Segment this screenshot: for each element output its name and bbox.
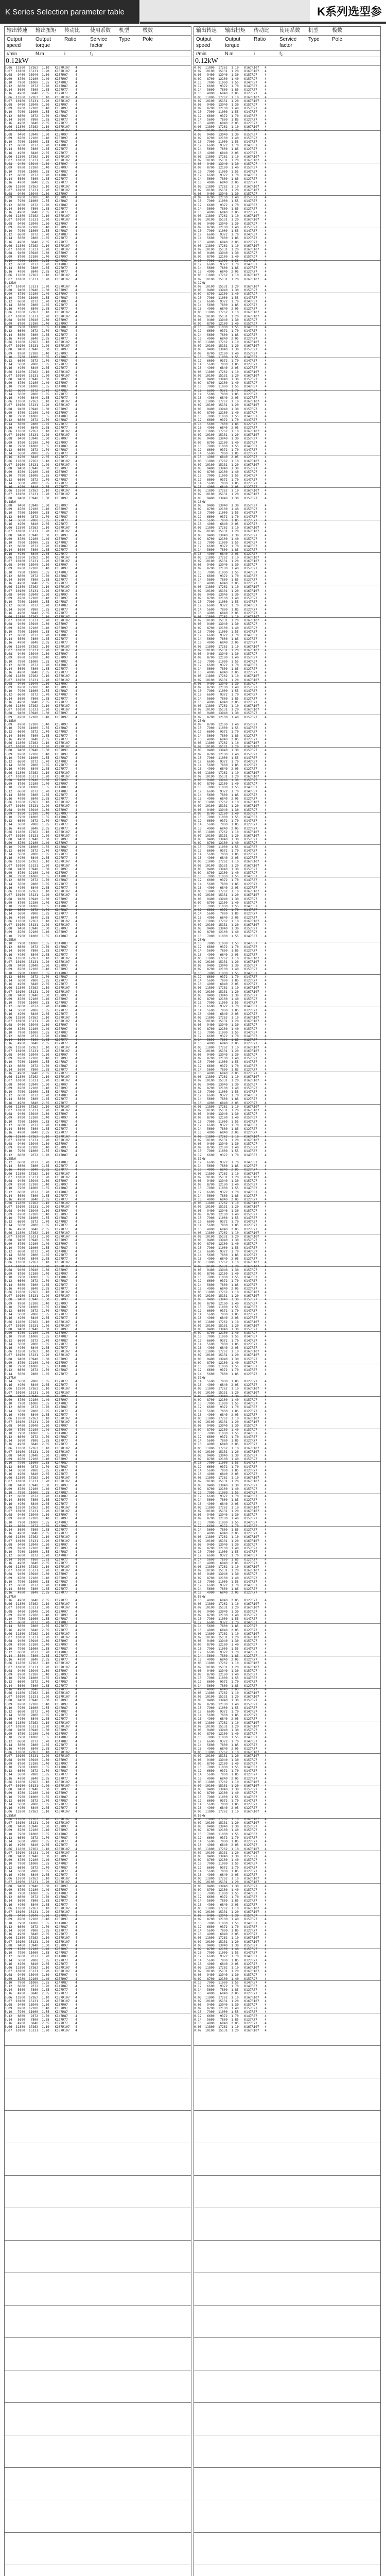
- data-rows: 0.06 11800 17262 1.10 K167R107 4 0.07 10100 15131 1.20 K167R107 4 0.08 9400 13940 1.30 K157R97 4 0.09 8700 12100 1.40 K157R97 4 0.10 7900 11000 1.55 K147R87 4 0.12 6600 9372 1.70 K147R87 4 0.14 5600 7800 1.85 K127R77 4 0.16 4900 6840 2.05 K127R77 4 0.06 11800 17262 1.10 K167R107 4 0.07 10100 15131 1.20 K167R107 4 0.08 9400 13940 1.30 K157R97 4 0.09 8700 12100 1.40 K157R97 4 0.10 7900 11000 1.55 K147R87 4 0.12 6600 9372 1.70 K147R87 4 0.14 5600 7800 1.85 K127R77 4 0.16 4900 6840 2.05 K127R77 4 0.06 11800 17262 1.10 K167R107 4 0.07 10100 15131 1.20 K167R107 4 0.08 9400 13940 1.30 K157R97 4 0.09 8700 12100 1.40 K157R97 4 0.10 7900 11000 1.55 K147R87 4 0.12 6600 9372 1.70 K147R87 4 0.14 5600 7800 1.85 K127R77 4 0.16 4900 6840 2.05 K127R77 4 0.06 11800 17262 1.10 K167R107 4 0.07 10100 15131 1.20 K167R107 4 0.08 9400 13940 1.30 K157R97 4 0.09 8700 12100 1.40 K157R97 4 0.10 7900 11000 1.55 K147R87 4 0.12 6600 9372 1.70 K147R87 4 0.14 5600 7800 1.85 K127R77 4 0.16 4900 6840 2.05 K127R77 4 0.06 11800 17262 1.10 K167R107 4 0.07 10100 15131 1.20 K167R107 4 0.08 9400 13940 1.30 K157R97 4 0.09 8700 12100 1.40 K157R97 4 0.10 7900 11000 1.55 K147R87 4 0.12 6600 9372 1.70 K147R87 4 0.14 5600 7800 1.85 K127R77 4 0.16 4900 6840 2.05 K127R77 4 0.06 11800 17262 1.10 K167R107 4 0.07 10100 15131 1.20 K167R107 4 0.08 9400 13940 1.30 K157R97 4 0.09 8700 12100 1.40 K157R97 4 0.10 7900 11000 1.55 K147R87 4 0.12 6600 9372 1.70 K147R87 4 0.14 5600 7800 1.85 K127R77 4 0.16 4900 6840 2.05 K127R77 4 0.06 11800 17262 1.10 K167R107 4 0.07 10100 15131 1.20 K167R107 4 0.08 9400 13940 1.30 K157R97 4 0.09 8700 12100 1.40 K157R97 4 0.10 7900 11000 1.55 K147R87 4 0.12 6600 9372 1.70 K147R87 4 0.14 5600 7800 1.85 K127R77 4 0.16 4900 6840 2.05 K127R77 4 0.06 11800 17262 1.10 K167R107 4 0.07 10100 15131 1.20 K167R107 4 0.12kW 0.07 10100 15131 1.20 K167R107 4 0.08 9400 13940 1.30 K157R97 4 0.09 8700 12100 1.40 K157R97 4 0.10 7900 11000 1.55 K147R87 4 0.12 6600 9372 1.70 K147R87 4 0.14 5600 7800 1.85 K127R77 4 0.16 4900 6840 2.05 K127R77 4 0.06 11800 17262 1.10 K167R107 4 0.07 10100 15131 1.20 K167R107 4 0.08 9400 13940 1.30 K157R97 4 0.09 8700 12100 1.40 K157R97 4 0.10 7900 11000 1.55 K147R87 4 0.12 6600 9372 1.70 K147R87 4 0.14 5600 7800 1.85 K127R77 4 0.16 4900 6840 2.05 K127R77 4 0.06 11800 17262 1.10 K167R107 4 0.07 10100 15131 1.20 K167R107 4 0.08 9400 13940 1.30 K157R97 4 0.09 8700 12100 1.40 K157R97 4 0.10 7900 11000 1.55 K147R87 4 0.12 6600 9372 1.70 K147R87 4 0.14 5600 7800 1.85 K127R77 4 0.16 4900 6840 2.05 K127R77 4 0.06 11800 17262 1.10 K167R107 4 0.07 10100 15131 1.20 K167R107 4 0.08 9400 13940 1.30 K157R97 4 0.09 8700 12100 1.40 K157R97 4 0.10 7900 11000 1.55 K147R87 4 0.12 6600 9372 1.70 K147R87 4 0.14 5600 7800 1.85 K127R77 4 0.16 4900 6840 2.05 K127R77 4 0.06 11800 17262 1.10 K167R107 4 0.07 10100 15131 1.20 K167R107 4 0.08 9400 13940 1.30 K157R97 4 0.09 8700 12100 1.40 K157R97 4 0.10 7900 11000 1.55 K147R87 4 0.12 6600 9372 1.70 K147R87 4 0.14 5600 7800 1.85 K127R77 4 0.16 4900 6840 2.05 K127R77 4 0.06 11800 17262 1.10 K167R107 4 0.07 10100 15131 1.20 K167R107 4 0.08 9400 13940 1.30 K157R97 4 0.09 8700 12100 1.40 K157R97 4 0.10 7900 11000 1.55 K147R87 4 0.12 6600 9372 1.70 K147R87 4 0.14 5600 7800 1.85 K127R77 4 0.16 4900 6840 2.05 K127R77 4 0.06 11800 17262 1.10 K167R107 4 0.07 10100 15131 1.20 K167R107 4 0.08 9400 13940 1.30 K157R97 4 0.09 8700 12100 1.40 K157R97 4 0.10 7900 11000 1.55 K147R87 4 0.12 6600 9372 1.70 K147R87 4 0.14 5600 7800 1.85 K127R77 4 0.16 4900 6840 2.05 K127R77 4 0.06 11800 17262 1.10 K167R107 4 0.07 10100 15131 1.20 K167R107 4 0.08 9400 13940 1.30 K157R97 4 0.18kW 0.08 9400 13940 1.30 K157R97 4 0.09 8700 12100 1.40 K157R97 4 0.10 7900 11000 1.55 K147R87 4 0.12 6600 9372 1.70 K147R87 4 0.14 5600 7800 1.85 K127R77 4 0.16 4900 6840 2.05 K127R77 4 0.06 11800 17262 1.10 K167R107 4 0.07 10100 15131 1.20 K167R107 4 0.08 9400 13940 1.30 K157R97 4 0.09 8700 12100 1.40 K157R97 4 0.10 7900 11000 1.55 K147R87 4 0.12 6600 9372 1.70 K147R87 4 0.14 5600 7800 1.85 K127R77 4 0.16 4900 6840 2.05 K127R77 4 0.06 11800 17262 1.10 K167R107 4 0.07 10100 15131 1.20 K167R107 4 0.08 9400 13940 1.30 K157R97 4 0.09 8700 12100 1.40 K157R97 4 0.10 7900 11000 1.55 K147R87 4 0.12 6600 9372 1.70 K147R87 4 0.14 5600 7800 1.85 K127R77 4 0.16 4900 6840 2.05 K127R77 4 0.06 11800 17262 1.10 K167R107 4 0.07 10100 15131 1.20 K167R107 4 0.08 9400 13940 1.30 K157R97 4 0.09 8700 12100 1.40 K157R97 4 0.10 7900 11000 1.55 K147R87 4 0.12 6600 9372 1.70 K147R87 4 0.14 5600 7800 1.85 K127R77 4 0.16 4900 6840 2.05 K127R77 4 0.06 11800 17262 1.10 K167R107 4 0.07 10100 15131 1.20 K167R107 4 0.08 9400 13940 1.30 K157R97 4 0.09 8700 12100 1.40 K157R97 4 0.10 7900 11000 1.55 K147R87 4 0.12 6600 9372 1.70 K147R87 4 0.14 5600 7800 1.85 K127R77 4 0.16 4900 6840 2.05 K127R77 4 0.06 11800 17262 1.10 K167R107 4 0.07 10100 15131 1.20 K167R107 4 0.08 9400 13940 1.30 K157R97 4 0.09 8700 12100 1.40 K157R97 4 0.10 7900 11000 1.55 K147R87 4 0.12 6600 9372 1.70 K147R87 4 0.14 5600 7800 1.85 K127R77 4 0.16 4900 6840 2.05 K127R77 4 0.06 11800 17262 1.10 K167R107 4 0.07 10100 15131 1.20 K167R107 4 0.08 9400 13940 1.30 K157R97 4 0.09 8700 12100 1.40 K157R97 4 0.10 7900 11000 1.55 K147R87 4 0.12 6600 9372 1.70 K147R87 4 0.14 5600 7800 1.85 K127R77 4 0.16 4900 6840 2.05 K127R77 4 0.06 11800 17262 1.10 K167R107 4 0.07 10100 15131 1.20 K167R107 4 0.08 9400 13940 1.30 K157R97 4 0.09 8700 12100 1.40 K157R97 4 0.25kW 0.09 8700 12100 1.40 K157R97 4 0.10 7900 11000 1.55 K147R87 4 0.12 6600 9372 1.70 K147R87 4 0.14 5600 7800 1.85 K127R77 4 0.16 4900 6840 2.05 K127R77 4 0.06 11800 17262 1.10 K167R107 4 0.07 10100 15131 1.20 K167R107 4 0.08 9400 13940 1.30 K157R97 4 0.09 8700 12100 1.40 K157R97 4 0.10 7900 11000 1.55 K147R87 4 0.12 6600 9372 1.70 K147R87 4 0.14 5600 7800 1.85 K127R77 4 0.16 4900 6840 2.05 K127R77 4 0.06 11800 17262 1.10 K167R107 4 0.07 10100 15131 1.20 K167R107 4 0.08 9400 13940 1.30 K157R97 4 0.09 8700 12100 1.40 K157R97 4 0.10 7900 11000 1.55 K147R87 4 0.12 6600 9372 1.70 K147R87 4 0.14 5600 7800 1.85 K127R77 4 0.16 4900 6840 2.05 K127R77 4 0.06 11800 17262 1.10 K167R107 4 0.07 10100 15131 1.20 K167R107 4 0.08 9400 13940 1.30 K157R97 4 0.09 8700 12100 1.40 K157R97 4 0.10 7900 11000 1.55 K147R87 4 0.12 6600 9372 1.70 K147R87 4 0.14 5600 7800 1.85 K127R77 4 0.16 4900 6840 2.05 K127R77 4 0.06 11800 17262 1.10 K167R107 4 0.07 10100 15131 1.20 K167R107 4 0.08 9400 13940 1.30 K157R97 4 0.09 8700 12100 1.40 K157R97 4 0.10 7900 11000 1.55 K147R87 4 0.12 6600 9372 1.70 K147R87 4 0.14 5600 7800 1.85 K127R77 4 0.16 4900 6840 2.05 K127R77 4 0.06 11800 17262 1.10 K167R107 4 0.07 10100 15131 1.20 K167R107 4 0.08 9400 13940 1.30 K157R97 4 0.09 8700 12100 1.40 K157R97 4 0.10 7900 11000 1.55 K147R87 4 0.12 6600 9372 1.70 K147R87 4 0.14 5600 7800 1.85 K127R77 4 0.16 4900 6840 2.05 K127R77 4 0.06 11800 17262 1.10 K167R107 4 0.07 10100 15131 1.20 K167R107 4 0.08 9400 13940 1.30 K157R97 4 0.09 8700 12100 1.40 K157R97 4 0.10 7900 11000 1.55 K147R87 4 0.12 6600 9372 1.70 K147R87 4 0.14 5600 7800 1.85 K127R77 4 0.16 4900 6840 2.05 K127R77 4 0.06 11800 17262 1.10 K167R107 4 0.07 10100 15131 1.20 K167R107 4 0.08 9400 13940 1.30 K157R97 4 0.09 8700 12100 1.40 K157R97 4 0.10 7900 11000 1.55 K147R87 4 0.25kW 0.10 7900 11000 1.55 K147R87 4 0.12 6600 9372 1.70 K147R87 4 0.14 5600 7800 1.85 K127R77 4 0.16 4900 6840 2.05 K127R77 4 0.06 11800 17262 1.10 K167R107 4 0.07 10100 15131 1.20 K167R107 4 0.08 9400 13940 1.30 K157R97 4 0.09 8700 12100 1.40 K157R97 4 0.10 7900 11000 1.55 K147R87 4 0.12 6600 9372 1.70 K147R87 4 0.14 5600 7800 1.85 K127R77 4 0.16 4900 6840 2.05 K127R77 4 0.06 11800 17262 1.10 K167R107 4 0.07 10100 15131 1.20 K167R107 4 0.08 9400 13940 1.30 K157R97 4 0.09 8700 12100 1.40 K157R97 4 0.10 7900 11000 1.55 K147R87 4 0.12 6600 9372 1.70 K147R87 4 0.14 5600 7800 1.85 K127R77 4 0.16 4900 6840 2.05 K127R77 4 0.06 11800 17262 1.10 K167R107 4 0.07 10100 15131 1.20 K167R107 4 0.08 9400 13940 1.30 K157R97 4 0.09 8700 12100 1.40 K157R97 4 0.10 7900 11000 1.55 K147R87 4 0.12 6600 9372 1.70 K147R87 4 0.14 5600 7800 1.85 K127R77 4 0.16 4900 6840 2.05 K127R77 4 0.06 11800 17262 1.10 K167R107 4 0.07 10100 15131 1.20 K167R107 4 0.08 9400 13940 1.30 K157R97 4 0.09 8700 12100 1.40 K157R97 4 0.10 7900 11000 1.55 K147R87 4 0.12 6600 9372 1.70 K147R87 4 0.14 5600 7800 1.85 K127R77 4 0.16 4900 6840 2.05 K127R77 4 0.06 11800 17262 1.10 K167R107 4 0.07 10100 15131 1.20 K167R107 4 0.08 9400 13940 1.30 K157R97 4 0.09 8700 12100 1.40 K157R97 4 0.10 7900 11000 1.55 K147R87 4 0.12 6600 9372 1.70 K147R87 4 0.14 5600 7800 1.85 K127R77 4 0.16 4900 6840 2.05 K127R77 4 0.06 11800 17262 1.10 K167R107 4 0.07 10100 15131 1.20 K167R107 4 0.08 9400 13940 1.30 K157R97 4 0.09 8700 12100 1.40 K157R97 4 0.10 7900 11000 1.55 K147R87 4 0.12 6600 9372 1.70 K147R87 4 0.14 5600 7800 1.85 K127R77 4 0.16 4900 6840 2.05 K127R77 4 0.06 11800 17262 1.10 K167R107 4 0.07 10100 15131 1.20 K167R107 4 0.08 9400 13940 1.30 K157R97 4 0.09 8700 12100 1.40 K157R97 4 0.10 7900 11000 1.55 K147R87 4 0.12 6600 9372 1.70 K147R87 4 0.37kW 0.12 6600 9372 1.70 K147R87 4 0.14 5600 7800 1.85 K127R77 4 0.16 4900 6840 2.05 K127R77 4 0.06 11800 17262 1.10 K167R107 4 0.07 10100 15131 1.20 K167R107 4 0.08 9400 13940 1.30 K157R97 4 0.09 8700 12100 1.40 K157R97 4 0.10 7900 11000 1.55 K147R87 4 0.12 6600 9372 1.70 K147R87 4 0.14 5600 7800 1.85 K127R77 4 0.16 4900 6840 2.05 K127R77 4 0.06 11800 17262 1.10 K167R107 4 0.07 10100 15131 1.20 K167R107 4 0.08 9400 13940 1.30 K157R97 4 0.09 8700 12100 1.40 K157R97 4 0.10 7900 11000 1.55 K147R87 4 0.12 6600 9372 1.70 K147R87 4 0.14 5600 7800 1.85 K127R77 4 0.16 4900 6840 2.05 K127R77 4 0.06 11800 17262 1.10 K167R107 4 0.07 10100 15131 1.20 K167R107 4 0.08 9400 13940 1.30 K157R97 4 0.09 8700 12100 1.40 K157R97 4 0.10 7900 11000 1.55 K147R87 4 0.12 6600 9372 1.70 K147R87 4 0.14 5600 7800 1.85 K127R77 4 0.16 4900 6840 2.05 K127R77 4 0.06 11800 17262 1.10 K167R107 4 0.07 10100 15131 1.20 K167R107 4 0.08 9400 13940 1.30 K157R97 4 0.09 8700 12100 1.40 K157R97 4 0.10 7900 11000 1.55 K147R87 4 0.12 6600 9372 1.70 K147R87 4 0.14 5600 7800 1.85 K127R77 4 0.16 4900 6840 2.05 K127R77 4 0.06 11800 17262 1.10 K167R107 4 0.07 10100 15131 1.20 K167R107 4 0.08 9400 13940 1.30 K157R97 4 0.09 8700 12100 1.40 K157R97 4 0.10 7900 11000 1.55 K147R87 4 0.12 6600 9372 1.70 K147R87 4 0.14 5600 7800 1.85 K127R77 4 0.16 4900 6840 2.05 K127R77 4 0.06 11800 17262 1.10 K167R107 4 0.07 10100 15131 1.20 K167R107 4 0.08 9400 13940 1.30 K157R97 4 0.09 8700 12100 1.40 K157R97 4 0.10 7900 11000 1.55 K147R87 4 0.12 6600 9372 1.70 K147R87 4 0.14 5600 7800 1.85 K127R77 4 0.16 4900 6840 2.05 K127R77 4 0.06 11800 17262 1.10 K167R107 4 0.07 10100 15131 1.20 K167R107 4 0.08 9400 13940 1.30 K157R97 4 0.09 8700 12100 1.40 K157R97 4 0.10 7900 11000 1.55 K147R87 4 0.12 6600 9372 1.70 K147R87 4 0.14 5600 7800 1.85 K127R77 4 0.37kW 0.14 5600 7800 1.85 K127R77 4 0.16 4900 6840 2.05 K127R77 4 0.06 11800 17262 1.10 K167R107 4 0.07 10100 15131 1.20 K167R107 4 0.08 9400 13940 1.30 K157R97 4 0.09 8700 12100 1.40 K157R97 4 0.10 7900 11000 1.55 K147R87 4 0.12 6600 9372 1.70 K147R87 4 0.14 5600 7800 1.85 K127R77 4 0.16 4900 6840 2.05 K127R77 4 0.06 11800 17262 1.10 K167R107 4 0.07 10100 15131 1.20 K167R107 4 0.08 9400 13940 1.30 K157R97 4 0.09 8700 12100 1.40 K157R97 4 0.10 7900 11000 1.55 K147R87 4 0.12 6600 9372 1.70 K147R87 4 0.14 5600 7800 1.85 K127R77 4 0.16 4900 6840 2.05 K127R77 4 0.06 11800 17262 1.10 K167R107 4 0.07 10100 15131 1.20 K167R107 4 0.08 9400 13940 1.30 K157R97 4 0.09 8700 12100 1.40 K157R97 4 0.10 7900 11000 1.55 K147R87 4 0.12 6600 9372 1.70 K147R87 4 0.14 5600 7800 1.85 K127R77 4 0.16 4900 6840 2.05 K127R77 4 0.06 11800 17262 1.10 K167R107 4 0.07 10100 15131 1.20 K167R107 4 0.08 9400 13940 1.30 K157R97 4 0.09 8700 12100 1.40 K157R97 4 0.10 7900 11000 1.55 K147R87 4 0.12 6600 9372 1.70 K147R87 4 0.14 5600 7800 1.85 K127R77 4 0.16 4900 6840 2.05 K127R77 4 0.06 11800 17262 1.10 K167R107 4 0.07 10100 15131 1.20 K167R107 4 0.08 9400 13940 1.30 K157R97 4 0.09 8700 12100 1.40 K157R97 4 0.10 7900 11000 1.55 K147R87 4 0.12 6600 9372 1.70 K147R87 4 0.14 5600 7800 1.85 K127R77 4 0.16 4900 6840 2.05 K127R77 4 0.06 11800 17262 1.10 K167R107 4 0.07 10100 15131 1.20 K167R107 4 0.08 9400 13940 1.30 K157R97 4 0.09 8700 12100 1.40 K157R97 4 0.10 7900 11000 1.55 K147R87 4 0.12 6600 9372 1.70 K147R87 4 0.14 5600 7800 1.85 K127R77 4 0.16 4900 6840 2.05 K127R77 4 0.06 11800 17262 1.10 K167R107 4 0.07 10100 15131 1.20 K167R107 4 0.08 9400 13940 1.30 K157R97 4 0.09 8700 12100 1.40 K157R97 4 0.10 7900 11000 1.55 K147R87 4 0.12 6600 9372 1.70 K147R87 4 0.14 5600 7800 1.85 K127R77 4 0.16 4900 6840 2.05 K127R77 4 0.55kW 0.16 4900 6840 2.05 K127R77 4 0.06 11800 17262 1.10 K167R107 4 0.07 10100 15131 1.20 K167R107 4 0.08 9400 13940 1.30 K157R97 4 0.09 8700 12100 1.40 K157R97 4 0.10 7900 11000 1.55 K147R87 4 0.12 6600 9372 1.70 K147R87 4 0.14 5600 7800 1.85 K127R77 4 0.16 4900 6840 2.05 K127R77 4 0.06 11800 17262 1.10 K167R107 4 0.07 10100 15131 1.20 K167R107 4 0.08 9400 13940 1.30 K157R97 4 0.09 8700 12100 1.40 K157R97 4 0.10 7900 11000 1.55 K147R87 4 0.12 6600 9372 1.70 K147R87 4 0.14 5600 7800 1.85 K127R77 4 0.16 4900 6840 2.05 K127R77 4 0.06 11800 17262 1.10 K167R107 4 0.07 10100 15131 1.20 K167R107 4 0.08 9400 13940 1.30 K157R97 4 0.09 8700 12100 1.40 K157R97 4 0.10 7900 11000 1.55 K147R87 4 0.12 6600 9372 1.70 K147R87 4 0.14 5600 7800 1.85 K127R77 4 0.16 4900 6840 2.05 K127R77 4 0.06 11800 17262 1.10 K167R107 4 0.07 10100 15131 1.20 K167R107 4 0.08 9400 13940 1.30 K157R97 4 0.09 8700 12100 1.40 K157R97 4 0.10 7900 11000 1.55 K147R87 4 0.12 6600 9372 1.70 K147R87 4 0.14 5600 7800 1.85 K127R77 4 0.16 4900 6840 2.05 K127R77 4 0.06 11800 17262 1.10 K167R107 4 0.07 10100 15131 1.20 K167R107 4 0.08 9400 13940 1.30 K157R97 4 0.09 8700 12100 1.40 K157R97 4 0.10 7900 11000 1.55 K147R87 4 0.12 6600 9372 1.70 K147R87 4 0.14 5600 7800 1.85 K127R77 4 0.16 4900 6840 2.05 K127R77 4 0.06 11800 17262 1.10 K167R107 4 0.07 10100 15131 1.20 K167R107 4 0.08 9400 13940 1.30 K157R97 4 0.09 8700 12100 1.40 K157R97 4 0.10 7900 11000 1.55 K147R87 4 0.12 6600 9372 1.70 K147R87 4 0.14 5600 7800 1.85 K127R77 4 0.16 4900 6840 2.05 K127R77 4 0.06 11800 17262 1.10 K167R107 4 0.07 10100 15131 1.20 K167R107 4 0.08 9400 13940 1.30 K157R97 4 0.09 8700 12100 1.40 K157R97 4 0.10 7900 11000 1.55 K147R87 4 0.12 6600 9372 1.70 K147R87 4 0.14 5600 7800 1.85 K127R77 4 0.16 4900 6840 2.05 K127R77 4 0.06 11800 17262 1.10 K167R107 4 0.55kW 0.06 11800 17262 1.10 K167R107 4 0.07 10100 15131 1.20 K167R107 4 0.08 9400 13940 1.30 K157R97 4 0.09 8700 12100 1.40 K157R97 4 0.10 7900 11000 1.55 K147R87 4 0.12 6600 9372 1.70 K147R87 4 0.14 5600 7800 1.85 K127R77 4 0.16 4900 6840 2.05 K127R77 4 0.06 11800 17262 1.10 K167R107 4 0.07 10100 15131 1.20 K167R107 4 0.08 9400 13940 1.30 K157R97 4 0.09 8700 12100 1.40 K157R97 4 0.10 7900 11000 1.55 K147R87 4 0.12 6600 9372 1.70 K147R87 4 0.14 5600 7800 1.85 K127R77 4 0.16 4900 6840 2.05 K127R77 4 0.06 11800 17262 1.10 K167R107 4 0.07 10100 15131 1.20 K167R107 4 0.08 9400 13940 1.30 K157R97 4 0.09 8700 12100 1.40 K157R97 4 0.10 7900 11000 1.55 K147R87 4 0.12 6600 9372 1.70 K147R87 4 0.14 5600 7800 1.85 K127R77 4 0.16 4900 6840 2.05 K127R77 4 0.06 11800 17262 1.10 K167R107 4 0.07 10100 15131 1.20 K167R107 4 0.08 9400 13940 1.30 K157R97 4 0.09 8700 12100 1.40 K157R97 4 0.10 7900 11000 1.55 K147R87 4 0.12 6600 9372 1.70 K147R87 4 0.14 5600 7800 1.85 K127R77 4 0.16 4900 6840 2.05 K127R77 4 0.06 11800 17262 1.10 K167R107 4 0.07 10100 15131 1.20 K167R107 4 0.08 9400 13940 1.30 K157R97 4 0.09 8700 12100 1.40 K157R97 4 0.10 7900 11000 1.55 K147R87 4 0.12 6600 9372 1.70 K147R87 4 0.14 5600 7800 1.85 K127R77 4 0.16 4900 6840 2.05 K127R77 4 0.06 11800 17262 1.10 K167R107 4 0.07 10100 15131 1.20 K167R107 4 0.08 9400 13940 1.30 K157R97 4 0.09 8700 12100 1.40 K157R97 4 0.10 7900 11000 1.55 K147R87 4 0.12 6600 9372 1.70 K147R87 4 0.14 5600 7800 1.85 K127R77 4 0.16 4900 6840 2.05 K127R77 4 0.06 11800 17262 1.10 K167R107 4 0.07 10100 15131 1.20 K167R107 4 0.08 9400 13940 1.30 K157R97 4 0.09 8700 12100 1.40 K157R97 4 0.10 7900 11000 1.55 K147R87 4 0.12 6600 9372 1.70 K147R87 4 0.14 5600 7800 1.85 K127R77 4 0.16 4900 6840 2.05 K127R77 4 0.06 11800 17262 1.10 K167R107 4 0.07 10100 15131 1.20 K167R107 4: [194, 66, 380, 2576]
- left-column: [4, 26, 191, 2576]
- column-header-en: Output speed Output torque Ratio Service factor Type Pole: [194, 36, 380, 50]
- unit-row: r/min N.m i f₂: [5, 50, 191, 57]
- parameter-sheet: [4, 26, 382, 2576]
- top-banner: [0, 0, 386, 24]
- section-power-label: 0.12kW: [5, 57, 191, 66]
- banner-title-en: K Series Selection parameter table: [0, 0, 140, 24]
- column-header-en: Output speed Output torque Ratio Service factor Type Pole: [5, 36, 191, 50]
- column-header-zh: 输出转速 输出扭矩 传动比 使用系数 机型 极数: [5, 27, 191, 36]
- banner-spacer: [140, 0, 310, 24]
- column-header-zh: 输出转速 输出扭矩 传动比 使用系数 机型 极数: [194, 27, 380, 36]
- section-power-label: 0.12kW: [194, 57, 380, 66]
- banner-title-zh: K系列选型参: [310, 0, 386, 24]
- unit-row: r/min N.m i f₂: [194, 50, 380, 57]
- right-column: [194, 26, 381, 2576]
- data-rows: 0.06 11800 17262 1.10 K167R107 4 0.07 10100 15131 1.20 K167R107 4 0.08 9400 13940 1.30 K157R97 4 0.09 8700 12100 1.40 K157R97 4 0.10 7900 11000 1.55 K147R87 4 0.12 6600 9372 1.70 K147R87 4 0.14 5600 7800 1.85 K127R77 4 0.16 4900 6840 2.05 K127R77 4 0.06 11800 17262 1.10 K167R107 4 0.07 10100 15131 1.20 K167R107 4 0.08 9400 13940 1.30 K157R97 4 0.09 8700 12100 1.40 K157R97 4 0.10 7900 11000 1.55 K147R87 4 0.12 6600 9372 1.70 K147R87 4 0.14 5600 7800 1.85 K127R77 4 0.16 4900 6840 2.05 K127R77 4 0.06 11800 17262 1.10 K167R107 4 0.07 10100 15131 1.20 K167R107 4 0.08 9400 13940 1.30 K157R97 4 0.09 8700 12100 1.40 K157R97 4 0.10 7900 11000 1.55 K147R87 4 0.12 6600 9372 1.70 K147R87 4 0.14 5600 7800 1.85 K127R77 4 0.16 4900 6840 2.05 K127R77 4 0.06 11800 17262 1.10 K167R107 4 0.07 10100 15131 1.20 K167R107 4 0.08 9400 13940 1.30 K157R97 4 0.09 8700 12100 1.40 K157R97 4 0.10 7900 11000 1.55 K147R87 4 0.12 6600 9372 1.70 K147R87 4 0.14 5600 7800 1.85 K127R77 4 0.16 4900 6840 2.05 K127R77 4 0.06 11800 17262 1.10 K167R107 4 0.07 10100 15131 1.20 K167R107 4 0.08 9400 13940 1.30 K157R97 4 0.09 8700 12100 1.40 K157R97 4 0.10 7900 11000 1.55 K147R87 4 0.12 6600 9372 1.70 K147R87 4 0.14 5600 7800 1.85 K127R77 4 0.16 4900 6840 2.05 K127R77 4 0.06 11800 17262 1.10 K167R107 4 0.07 10100 15131 1.20 K167R107 4 0.08 9400 13940 1.30 K157R97 4 0.09 8700 12100 1.40 K157R97 4 0.10 7900 11000 1.55 K147R87 4 0.12 6600 9372 1.70 K147R87 4 0.14 5600 7800 1.85 K127R77 4 0.16 4900 6840 2.05 K127R77 4 0.06 11800 17262 1.10 K167R107 4 0.07 10100 15131 1.20 K167R107 4 0.08 9400 13940 1.30 K157R97 4 0.09 8700 12100 1.40 K157R97 4 0.10 7900 11000 1.55 K147R87 4 0.12 6600 9372 1.70 K147R87 4 0.14 5600 7800 1.85 K127R77 4 0.16 4900 6840 2.05 K127R77 4 0.06 11800 17262 1.10 K167R107 4 0.07 10100 15131 1.20 K167R107 4 0.12kW 0.07 10100 15131 1.20 K167R107 4 0.08 9400 13940 1.30 K157R97 4 0.09 8700 12100 1.40 K157R97 4 0.10 7900 11000 1.55 K147R87 4 0.12 6600 9372 1.70 K147R87 4 0.14 5600 7800 1.85 K127R77 4 0.16 4900 6840 2.05 K127R77 4 0.06 11800 17262 1.10 K167R107 4 0.07 10100 15131 1.20 K167R107 4 0.08 9400 13940 1.30 K157R97 4 0.09 8700 12100 1.40 K157R97 4 0.10 7900 11000 1.55 K147R87 4 0.12 6600 9372 1.70 K147R87 4 0.14 5600 7800 1.85 K127R77 4 0.16 4900 6840 2.05 K127R77 4 0.06 11800 17262 1.10 K167R107 4 0.07 10100 15131 1.20 K167R107 4 0.08 9400 13940 1.30 K157R97 4 0.09 8700 12100 1.40 K157R97 4 0.10 7900 11000 1.55 K147R87 4 0.12 6600 9372 1.70 K147R87 4 0.14 5600 7800 1.85 K127R77 4 0.16 4900 6840 2.05 K127R77 4 0.06 11800 17262 1.10 K167R107 4 0.07 10100 15131 1.20 K167R107 4 0.08 9400 13940 1.30 K157R97 4 0.09 8700 12100 1.40 K157R97 4 0.10 7900 11000 1.55 K147R87 4 0.12 6600 9372 1.70 K147R87 4 0.14 5600 7800 1.85 K127R77 4 0.16 4900 6840 2.05 K127R77 4 0.06 11800 17262 1.10 K167R107 4 0.07 10100 15131 1.20 K167R107 4 0.08 9400 13940 1.30 K157R97 4 0.09 8700 12100 1.40 K157R97 4 0.10 7900 11000 1.55 K147R87 4 0.12 6600 9372 1.70 K147R87 4 0.14 5600 7800 1.85 K127R77 4 0.16 4900 6840 2.05 K127R77 4 0.06 11800 17262 1.10 K167R107 4 0.07 10100 15131 1.20 K167R107 4 0.08 9400 13940 1.30 K157R97 4 0.09 8700 12100 1.40 K157R97 4 0.10 7900 11000 1.55 K147R87 4 0.12 6600 9372 1.70 K147R87 4 0.14 5600 7800 1.85 K127R77 4 0.16 4900 6840 2.05 K127R77 4 0.06 11800 17262 1.10 K167R107 4 0.07 10100 15131 1.20 K167R107 4 0.08 9400 13940 1.30 K157R97 4 0.09 8700 12100 1.40 K157R97 4 0.10 7900 11000 1.55 K147R87 4 0.12 6600 9372 1.70 K147R87 4 0.14 5600 7800 1.85 K127R77 4 0.16 4900 6840 2.05 K127R77 4 0.06 11800 17262 1.10 K167R107 4 0.07 10100 15131 1.20 K167R107 4 0.08 9400 13940 1.30 K157R97 4 0.18kW 0.08 9400 13940 1.30 K157R97 4 0.09 8700 12100 1.40 K157R97 4 0.10 7900 11000 1.55 K147R87 4 0.12 6600 9372 1.70 K147R87 4 0.14 5600 7800 1.85 K127R77 4 0.16 4900 6840 2.05 K127R77 4 0.06 11800 17262 1.10 K167R107 4 0.07 10100 15131 1.20 K167R107 4 0.08 9400 13940 1.30 K157R97 4 0.09 8700 12100 1.40 K157R97 4 0.10 7900 11000 1.55 K147R87 4 0.12 6600 9372 1.70 K147R87 4 0.14 5600 7800 1.85 K127R77 4 0.16 4900 6840 2.05 K127R77 4 0.06 11800 17262 1.10 K167R107 4 0.07 10100 15131 1.20 K167R107 4 0.08 9400 13940 1.30 K157R97 4 0.09 8700 12100 1.40 K157R97 4 0.10 7900 11000 1.55 K147R87 4 0.12 6600 9372 1.70 K147R87 4 0.14 5600 7800 1.85 K127R77 4 0.16 4900 6840 2.05 K127R77 4 0.06 11800 17262 1.10 K167R107 4 0.07 10100 15131 1.20 K167R107 4 0.08 9400 13940 1.30 K157R97 4 0.09 8700 12100 1.40 K157R97 4 0.10 7900 11000 1.55 K147R87 4 0.12 6600 9372 1.70 K147R87 4 0.14 5600 7800 1.85 K127R77 4 0.16 4900 6840 2.05 K127R77 4 0.06 11800 17262 1.10 K167R107 4 0.07 10100 15131 1.20 K167R107 4 0.08 9400 13940 1.30 K157R97 4 0.09 8700 12100 1.40 K157R97 4 0.10 7900 11000 1.55 K147R87 4 0.12 6600 9372 1.70 K147R87 4 0.14 5600 7800 1.85 K127R77 4 0.16 4900 6840 2.05 K127R77 4 0.06 11800 17262 1.10 K167R107 4 0.07 10100 15131 1.20 K167R107 4 0.08 9400 13940 1.30 K157R97 4 0.09 8700 12100 1.40 K157R97 4 0.10 7900 11000 1.55 K147R87 4 0.12 6600 9372 1.70 K147R87 4 0.14 5600 7800 1.85 K127R77 4 0.16 4900 6840 2.05 K127R77 4 0.06 11800 17262 1.10 K167R107 4 0.07 10100 15131 1.20 K167R107 4 0.08 9400 13940 1.30 K157R97 4 0.09 8700 12100 1.40 K157R97 4 0.10 7900 11000 1.55 K147R87 4 0.12 6600 9372 1.70 K147R87 4 0.14 5600 7800 1.85 K127R77 4 0.16 4900 6840 2.05 K127R77 4 0.06 11800 17262 1.10 K167R107 4 0.07 10100 15131 1.20 K167R107 4 0.08 9400 13940 1.30 K157R97 4 0.09 8700 12100 1.40 K157R97 4 0.18kW 0.09 8700 12100 1.40 K157R97 4 0.10 7900 11000 1.55 K147R87 4 0.12 6600 9372 1.70 K147R87 4 0.14 5600 7800 1.85 K127R77 4 0.16 4900 6840 2.05 K127R77 4 0.06 11800 17262 1.10 K167R107 4 0.07 10100 15131 1.20 K167R107 4 0.08 9400 13940 1.30 K157R97 4 0.09 8700 12100 1.40 K157R97 4 0.10 7900 11000 1.55 K147R87 4 0.12 6600 9372 1.70 K147R87 4 0.14 5600 7800 1.85 K127R77 4 0.16 4900 6840 2.05 K127R77 4 0.06 11800 17262 1.10 K167R107 4 0.07 10100 15131 1.20 K167R107 4 0.08 9400 13940 1.30 K157R97 4 0.09 8700 12100 1.40 K157R97 4 0.10 7900 11000 1.55 K147R87 4 0.12 6600 9372 1.70 K147R87 4 0.14 5600 7800 1.85 K127R77 4 0.16 4900 6840 2.05 K127R77 4 0.06 11800 17262 1.10 K167R107 4 0.07 10100 15131 1.20 K167R107 4 0.08 9400 13940 1.30 K157R97 4 0.09 8700 12100 1.40 K157R97 4 0.10 7900 11000 1.55 K147R87 4 0.12 6600 9372 1.70 K147R87 4 0.14 5600 7800 1.85 K127R77 4 0.16 4900 6840 2.05 K127R77 4 0.06 11800 17262 1.10 K167R107 4 0.07 10100 15131 1.20 K167R107 4 0.08 9400 13940 1.30 K157R97 4 0.09 8700 12100 1.40 K157R97 4 0.10 7900 11000 1.55 K147R87 4 0.12 6600 9372 1.70 K147R87 4 0.14 5600 7800 1.85 K127R77 4 0.16 4900 6840 2.05 K127R77 4 0.06 11800 17262 1.10 K167R107 4 0.07 10100 15131 1.20 K167R107 4 0.08 9400 13940 1.30 K157R97 4 0.09 8700 12100 1.40 K157R97 4 0.10 7900 11000 1.55 K147R87 4 0.12 6600 9372 1.70 K147R87 4 0.14 5600 7800 1.85 K127R77 4 0.16 4900 6840 2.05 K127R77 4 0.06 11800 17262 1.10 K167R107 4 0.07 10100 15131 1.20 K167R107 4 0.08 9400 13940 1.30 K157R97 4 0.09 8700 12100 1.40 K157R97 4 0.10 7900 11000 1.55 K147R87 4 0.12 6600 9372 1.70 K147R87 4 0.14 5600 7800 1.85 K127R77 4 0.16 4900 6840 2.05 K127R77 4 0.06 11800 17262 1.10 K167R107 4 0.07 10100 15131 1.20 K167R107 4 0.08 9400 13940 1.30 K157R97 4 0.09 8700 12100 1.40 K157R97 4 0.10 7900 11000 1.55 K147R87 4 0.25kW 0.10 7900 11000 1.55 K147R87 4 0.12 6600 9372 1.70 K147R87 4 0.14 5600 7800 1.85 K127R77 4 0.16 4900 6840 2.05 K127R77 4 0.06 11800 17262 1.10 K167R107 4 0.07 10100 15131 1.20 K167R107 4 0.08 9400 13940 1.30 K157R97 4 0.09 8700 12100 1.40 K157R97 4 0.10 7900 11000 1.55 K147R87 4 0.12 6600 9372 1.70 K147R87 4 0.14 5600 7800 1.85 K127R77 4 0.16 4900 6840 2.05 K127R77 4 0.06 11800 17262 1.10 K167R107 4 0.07 10100 15131 1.20 K167R107 4 0.08 9400 13940 1.30 K157R97 4 0.09 8700 12100 1.40 K157R97 4 0.10 7900 11000 1.55 K147R87 4 0.12 6600 9372 1.70 K147R87 4 0.14 5600 7800 1.85 K127R77 4 0.16 4900 6840 2.05 K127R77 4 0.06 11800 17262 1.10 K167R107 4 0.07 10100 15131 1.20 K167R107 4 0.08 9400 13940 1.30 K157R97 4 0.09 8700 12100 1.40 K157R97 4 0.10 7900 11000 1.55 K147R87 4 0.12 6600 9372 1.70 K147R87 4 0.14 5600 7800 1.85 K127R77 4 0.16 4900 6840 2.05 K127R77 4 0.06 11800 17262 1.10 K167R107 4 0.07 10100 15131 1.20 K167R107 4 0.08 9400 13940 1.30 K157R97 4 0.09 8700 12100 1.40 K157R97 4 0.10 7900 11000 1.55 K147R87 4 0.12 6600 9372 1.70 K147R87 4 0.14 5600 7800 1.85 K127R77 4 0.16 4900 6840 2.05 K127R77 4 0.06 11800 17262 1.10 K167R107 4 0.07 10100 15131 1.20 K167R107 4 0.08 9400 13940 1.30 K157R97 4 0.09 8700 12100 1.40 K157R97 4 0.10 7900 11000 1.55 K147R87 4 0.12 6600 9372 1.70 K147R87 4 0.14 5600 7800 1.85 K127R77 4 0.16 4900 6840 2.05 K127R77 4 0.06 11800 17262 1.10 K167R107 4 0.07 10100 15131 1.20 K167R107 4 0.08 9400 13940 1.30 K157R97 4 0.09 8700 12100 1.40 K157R97 4 0.10 7900 11000 1.55 K147R87 4 0.12 6600 9372 1.70 K147R87 4 0.14 5600 7800 1.85 K127R77 4 0.16 4900 6840 2.05 K127R77 4 0.06 11800 17262 1.10 K167R107 4 0.07 10100 15131 1.20 K167R107 4 0.08 9400 13940 1.30 K157R97 4 0.09 8700 12100 1.40 K157R97 4 0.10 7900 11000 1.55 K147R87 4 0.12 6600 9372 1.70 K147R87 4 0.25kW 0.12 6600 9372 1.70 K147R87 4 0.14 5600 7800 1.85 K127R77 4 0.16 4900 6840 2.05 K127R77 4 0.06 11800 17262 1.10 K167R107 4 0.07 10100 15131 1.20 K167R107 4 0.08 9400 13940 1.30 K157R97 4 0.09 8700 12100 1.40 K157R97 4 0.10 7900 11000 1.55 K147R87 4 0.12 6600 9372 1.70 K147R87 4 0.14 5600 7800 1.85 K127R77 4 0.16 4900 6840 2.05 K127R77 4 0.06 11800 17262 1.10 K167R107 4 0.07 10100 15131 1.20 K167R107 4 0.08 9400 13940 1.30 K157R97 4 0.09 8700 12100 1.40 K157R97 4 0.10 7900 11000 1.55 K147R87 4 0.12 6600 9372 1.70 K147R87 4 0.14 5600 7800 1.85 K127R77 4 0.16 4900 6840 2.05 K127R77 4 0.06 11800 17262 1.10 K167R107 4 0.07 10100 15131 1.20 K167R107 4 0.08 9400 13940 1.30 K157R97 4 0.09 8700 12100 1.40 K157R97 4 0.10 7900 11000 1.55 K147R87 4 0.12 6600 9372 1.70 K147R87 4 0.14 5600 7800 1.85 K127R77 4 0.16 4900 6840 2.05 K127R77 4 0.06 11800 17262 1.10 K167R107 4 0.07 10100 15131 1.20 K167R107 4 0.08 9400 13940 1.30 K157R97 4 0.09 8700 12100 1.40 K157R97 4 0.10 7900 11000 1.55 K147R87 4 0.12 6600 9372 1.70 K147R87 4 0.14 5600 7800 1.85 K127R77 4 0.16 4900 6840 2.05 K127R77 4 0.06 11800 17262 1.10 K167R107 4 0.07 10100 15131 1.20 K167R107 4 0.08 9400 13940 1.30 K157R97 4 0.09 8700 12100 1.40 K157R97 4 0.10 7900 11000 1.55 K147R87 4 0.12 6600 9372 1.70 K147R87 4 0.14 5600 7800 1.85 K127R77 4 0.16 4900 6840 2.05 K127R77 4 0.06 11800 17262 1.10 K167R107 4 0.07 10100 15131 1.20 K167R107 4 0.08 9400 13940 1.30 K157R97 4 0.09 8700 12100 1.40 K157R97 4 0.10 7900 11000 1.55 K147R87 4 0.12 6600 9372 1.70 K147R87 4 0.14 5600 7800 1.85 K127R77 4 0.16 4900 6840 2.05 K127R77 4 0.06 11800 17262 1.10 K167R107 4 0.07 10100 15131 1.20 K167R107 4 0.08 9400 13940 1.30 K157R97 4 0.09 8700 12100 1.40 K157R97 4 0.10 7900 11000 1.55 K147R87 4 0.12 6600 9372 1.70 K147R87 4 0.14 5600 7800 1.85 K127R77 4 0.37kW 0.14 5600 7800 1.85 K127R77 4 0.16 4900 6840 2.05 K127R77 4 0.06 11800 17262 1.10 K167R107 4 0.07 10100 15131 1.20 K167R107 4 0.08 9400 13940 1.30 K157R97 4 0.09 8700 12100 1.40 K157R97 4 0.10 7900 11000 1.55 K147R87 4 0.12 6600 9372 1.70 K147R87 4 0.14 5600 7800 1.85 K127R77 4 0.16 4900 6840 2.05 K127R77 4 0.06 11800 17262 1.10 K167R107 4 0.07 10100 15131 1.20 K167R107 4 0.08 9400 13940 1.30 K157R97 4 0.09 8700 12100 1.40 K157R97 4 0.10 7900 11000 1.55 K147R87 4 0.12 6600 9372 1.70 K147R87 4 0.14 5600 7800 1.85 K127R77 4 0.16 4900 6840 2.05 K127R77 4 0.06 11800 17262 1.10 K167R107 4 0.07 10100 15131 1.20 K167R107 4 0.08 9400 13940 1.30 K157R97 4 0.09 8700 12100 1.40 K157R97 4 0.10 7900 11000 1.55 K147R87 4 0.12 6600 9372 1.70 K147R87 4 0.14 5600 7800 1.85 K127R77 4 0.16 4900 6840 2.05 K127R77 4 0.06 11800 17262 1.10 K167R107 4 0.07 10100 15131 1.20 K167R107 4 0.08 9400 13940 1.30 K157R97 4 0.09 8700 12100 1.40 K157R97 4 0.10 7900 11000 1.55 K147R87 4 0.12 6600 9372 1.70 K147R87 4 0.14 5600 7800 1.85 K127R77 4 0.16 4900 6840 2.05 K127R77 4 0.06 11800 17262 1.10 K167R107 4 0.07 10100 15131 1.20 K167R107 4 0.08 9400 13940 1.30 K157R97 4 0.09 8700 12100 1.40 K157R97 4 0.10 7900 11000 1.55 K147R87 4 0.12 6600 9372 1.70 K147R87 4 0.14 5600 7800 1.85 K127R77 4 0.16 4900 6840 2.05 K127R77 4 0.06 11800 17262 1.10 K167R107 4 0.07 10100 15131 1.20 K167R107 4 0.08 9400 13940 1.30 K157R97 4 0.09 8700 12100 1.40 K157R97 4 0.10 7900 11000 1.55 K147R87 4 0.12 6600 9372 1.70 K147R87 4 0.14 5600 7800 1.85 K127R77 4 0.16 4900 6840 2.05 K127R77 4 0.06 11800 17262 1.10 K167R107 4 0.07 10100 15131 1.20 K167R107 4 0.08 9400 13940 1.30 K157R97 4 0.09 8700 12100 1.40 K157R97 4 0.10 7900 11000 1.55 K147R87 4 0.12 6600 9372 1.70 K147R87 4 0.14 5600 7800 1.85 K127R77 4 0.16 4900 6840 2.05 K127R77 4 0.37kW 0.16 4900 6840 2.05 K127R77 4 0.06 11800 17262 1.10 K167R107 4 0.07 10100 15131 1.20 K167R107 4 0.08 9400 13940 1.30 K157R97 4 0.09 8700 12100 1.40 K157R97 4 0.10 7900 11000 1.55 K147R87 4 0.12 6600 9372 1.70 K147R87 4 0.14 5600 7800 1.85 K127R77 4 0.16 4900 6840 2.05 K127R77 4 0.06 11800 17262 1.10 K167R107 4 0.07 10100 15131 1.20 K167R107 4 0.08 9400 13940 1.30 K157R97 4 0.09 8700 12100 1.40 K157R97 4 0.10 7900 11000 1.55 K147R87 4 0.12 6600 9372 1.70 K147R87 4 0.14 5600 7800 1.85 K127R77 4 0.16 4900 6840 2.05 K127R77 4 0.06 11800 17262 1.10 K167R107 4 0.07 10100 15131 1.20 K167R107 4 0.08 9400 13940 1.30 K157R97 4 0.09 8700 12100 1.40 K157R97 4 0.10 7900 11000 1.55 K147R87 4 0.12 6600 9372 1.70 K147R87 4 0.14 5600 7800 1.85 K127R77 4 0.16 4900 6840 2.05 K127R77 4 0.06 11800 17262 1.10 K167R107 4 0.07 10100 15131 1.20 K167R107 4 0.08 9400 13940 1.30 K157R97 4 0.09 8700 12100 1.40 K157R97 4 0.10 7900 11000 1.55 K147R87 4 0.12 6600 9372 1.70 K147R87 4 0.14 5600 7800 1.85 K127R77 4 0.16 4900 6840 2.05 K127R77 4 0.06 11800 17262 1.10 K167R107 4 0.07 10100 15131 1.20 K167R107 4 0.08 9400 13940 1.30 K157R97 4 0.09 8700 12100 1.40 K157R97 4 0.10 7900 11000 1.55 K147R87 4 0.12 6600 9372 1.70 K147R87 4 0.14 5600 7800 1.85 K127R77 4 0.16 4900 6840 2.05 K127R77 4 0.06 11800 17262 1.10 K167R107 4 0.07 10100 15131 1.20 K167R107 4 0.08 9400 13940 1.30 K157R97 4 0.09 8700 12100 1.40 K157R97 4 0.10 7900 11000 1.55 K147R87 4 0.12 6600 9372 1.70 K147R87 4 0.14 5600 7800 1.85 K127R77 4 0.16 4900 6840 2.05 K127R77 4 0.06 11800 17262 1.10 K167R107 4 0.07 10100 15131 1.20 K167R107 4 0.08 9400 13940 1.30 K157R97 4 0.09 8700 12100 1.40 K157R97 4 0.10 7900 11000 1.55 K147R87 4 0.12 6600 9372 1.70 K147R87 4 0.14 5600 7800 1.85 K127R77 4 0.16 4900 6840 2.05 K127R77 4 0.06 11800 17262 1.10 K167R107 4 0.55kW 0.06 11800 17262 1.10 K167R107 4 0.07 10100 15131 1.20 K167R107 4 0.08 9400 13940 1.30 K157R97 4 0.09 8700 12100 1.40 K157R97 4 0.10 7900 11000 1.55 K147R87 4 0.12 6600 9372 1.70 K147R87 4 0.14 5600 7800 1.85 K127R77 4 0.16 4900 6840 2.05 K127R77 4 0.06 11800 17262 1.10 K167R107 4 0.07 10100 15131 1.20 K167R107 4 0.08 9400 13940 1.30 K157R97 4 0.09 8700 12100 1.40 K157R97 4 0.10 7900 11000 1.55 K147R87 4 0.12 6600 9372 1.70 K147R87 4 0.14 5600 7800 1.85 K127R77 4 0.16 4900 6840 2.05 K127R77 4 0.06 11800 17262 1.10 K167R107 4 0.07 10100 15131 1.20 K167R107 4 0.08 9400 13940 1.30 K157R97 4 0.09 8700 12100 1.40 K157R97 4 0.10 7900 11000 1.55 K147R87 4 0.12 6600 9372 1.70 K147R87 4 0.14 5600 7800 1.85 K127R77 4 0.16 4900 6840 2.05 K127R77 4 0.06 11800 17262 1.10 K167R107 4 0.07 10100 15131 1.20 K167R107 4 0.08 9400 13940 1.30 K157R97 4 0.09 8700 12100 1.40 K157R97 4 0.10 7900 11000 1.55 K147R87 4 0.12 6600 9372 1.70 K147R87 4 0.14 5600 7800 1.85 K127R77 4 0.16 4900 6840 2.05 K127R77 4 0.06 11800 17262 1.10 K167R107 4 0.07 10100 15131 1.20 K167R107 4 0.08 9400 13940 1.30 K157R97 4 0.09 8700 12100 1.40 K157R97 4 0.10 7900 11000 1.55 K147R87 4 0.12 6600 9372 1.70 K147R87 4 0.14 5600 7800 1.85 K127R77 4 0.16 4900 6840 2.05 K127R77 4 0.06 11800 17262 1.10 K167R107 4 0.07 10100 15131 1.20 K167R107 4 0.08 9400 13940 1.30 K157R97 4 0.09 8700 12100 1.40 K157R97 4 0.10 7900 11000 1.55 K147R87 4 0.12 6600 9372 1.70 K147R87 4 0.14 5600 7800 1.85 K127R77 4 0.16 4900 6840 2.05 K127R77 4 0.06 11800 17262 1.10 K167R107 4 0.07 10100 15131 1.20 K167R107 4 0.08 9400 13940 1.30 K157R97 4 0.09 8700 12100 1.40 K157R97 4 0.10 7900 11000 1.55 K147R87 4 0.12 6600 9372 1.70 K147R87 4 0.14 5600 7800 1.85 K127R77 4 0.16 4900 6840 2.05 K127R77 4 0.06 11800 17262 1.10 K167R107 4 0.07 10100 15131 1.20 K167R107 4: [5, 66, 191, 2576]
